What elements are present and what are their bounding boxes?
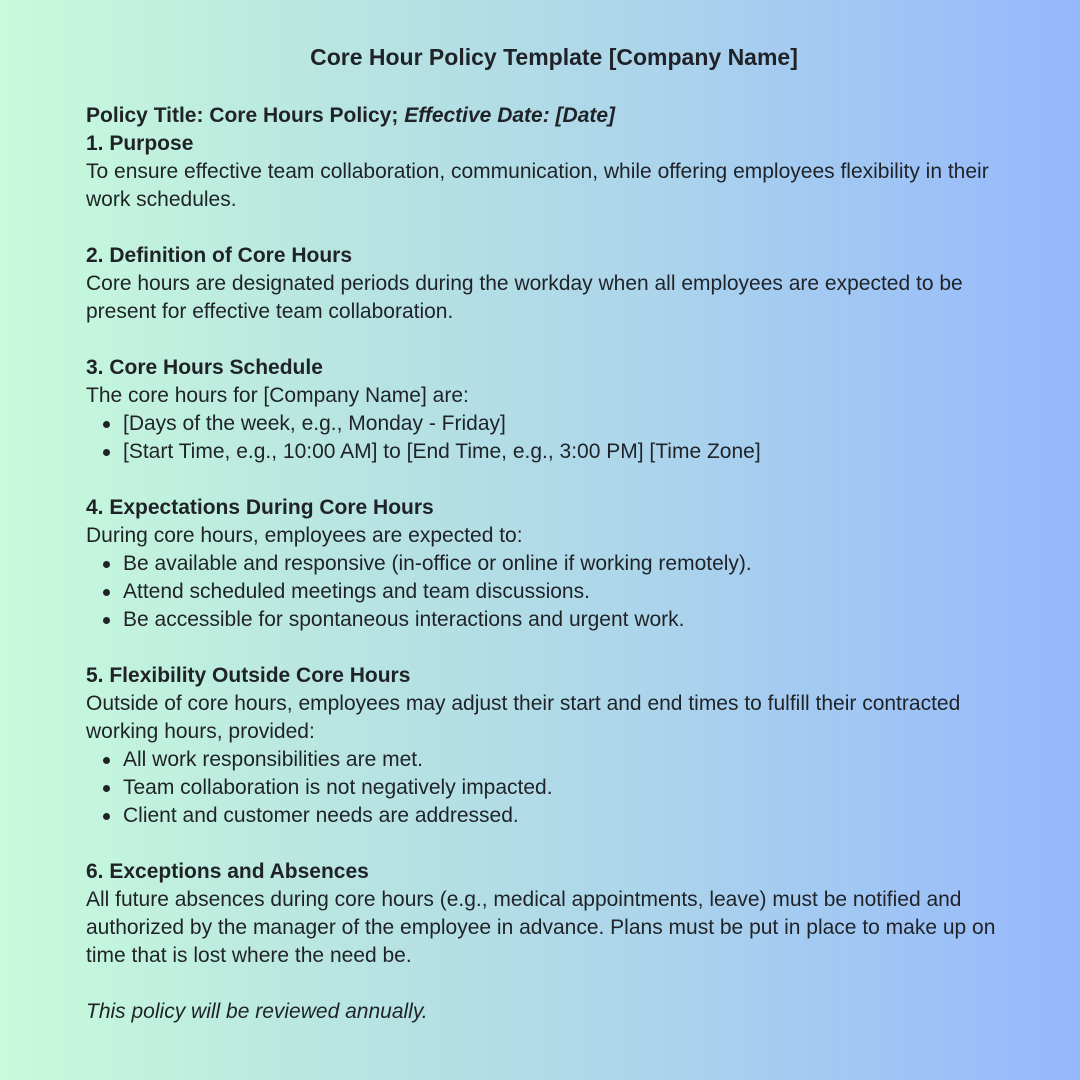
section-heading: 3. Core Hours Schedule [86, 356, 323, 379]
section-text: The core hours for [Company Name] are: [86, 384, 469, 407]
bullet-list [86, 550, 1022, 634]
effective-date: Effective Date: [Date] [404, 104, 616, 127]
section-text: All future absences during core hours (e.g., medical appointments, leave) must be notified and authorized by the manager of the employee in advance. Plans must be put in place to make up on time that is lost where the need be. [86, 888, 996, 967]
list-item: All work responsibilities are met. [123, 746, 1022, 774]
section-text: Outside of core hours, employees may adjust their start and end times to fulfill their contracted working hours, provided: [86, 692, 961, 743]
section-schedule [86, 354, 1022, 466]
policy-title-line [86, 102, 1022, 130]
section-text: During core hours, employees are expected to: [86, 524, 523, 547]
bullet-list [86, 746, 1022, 830]
section-expectations [86, 494, 1022, 634]
section-text: Core hours are designated periods during the workday when all employees are expected to be present for effective team collaboration. [86, 272, 963, 323]
section-text: To ensure effective team collaboration, communication, while offering employees flexibility in their work schedules. [86, 160, 989, 211]
section-definition [86, 242, 1022, 326]
list-item: [Days of the week, e.g., Monday - Friday] [123, 410, 1022, 438]
section-purpose [86, 130, 1022, 214]
section-heading: 4. Expectations During Core Hours [86, 496, 434, 519]
section-flexibility [86, 662, 1022, 830]
list-item: Be accessible for spontaneous interactions and urgent work. [123, 606, 1022, 634]
policy-title: Policy Title: Core Hours Policy; [86, 104, 405, 127]
section-exceptions [86, 858, 1022, 970]
list-item: Team collaboration is not negatively impacted. [123, 774, 1022, 802]
list-item: Attend scheduled meetings and team discussions. [123, 578, 1022, 606]
section-heading: 5. Flexibility Outside Core Hours [86, 664, 411, 687]
list-item: Be available and responsive (in-office or online if working remotely). [123, 550, 1022, 578]
section-heading: 2. Definition of Core Hours [86, 244, 353, 267]
document-title: Core Hour Policy Template [Company Name] [310, 44, 798, 70]
list-item: Client and customer needs are addressed. [123, 802, 1022, 830]
section-heading: 6. Exceptions and Absences [86, 860, 369, 883]
list-item: [Start Time, e.g., 10:00 AM] to [End Time, e.g., 3:00 PM] [Time Zone] [123, 438, 1022, 466]
bullet-list [86, 410, 1022, 466]
review-note: This policy will be reviewed annually. [86, 1000, 428, 1023]
section-heading: 1. Purpose [86, 132, 194, 155]
